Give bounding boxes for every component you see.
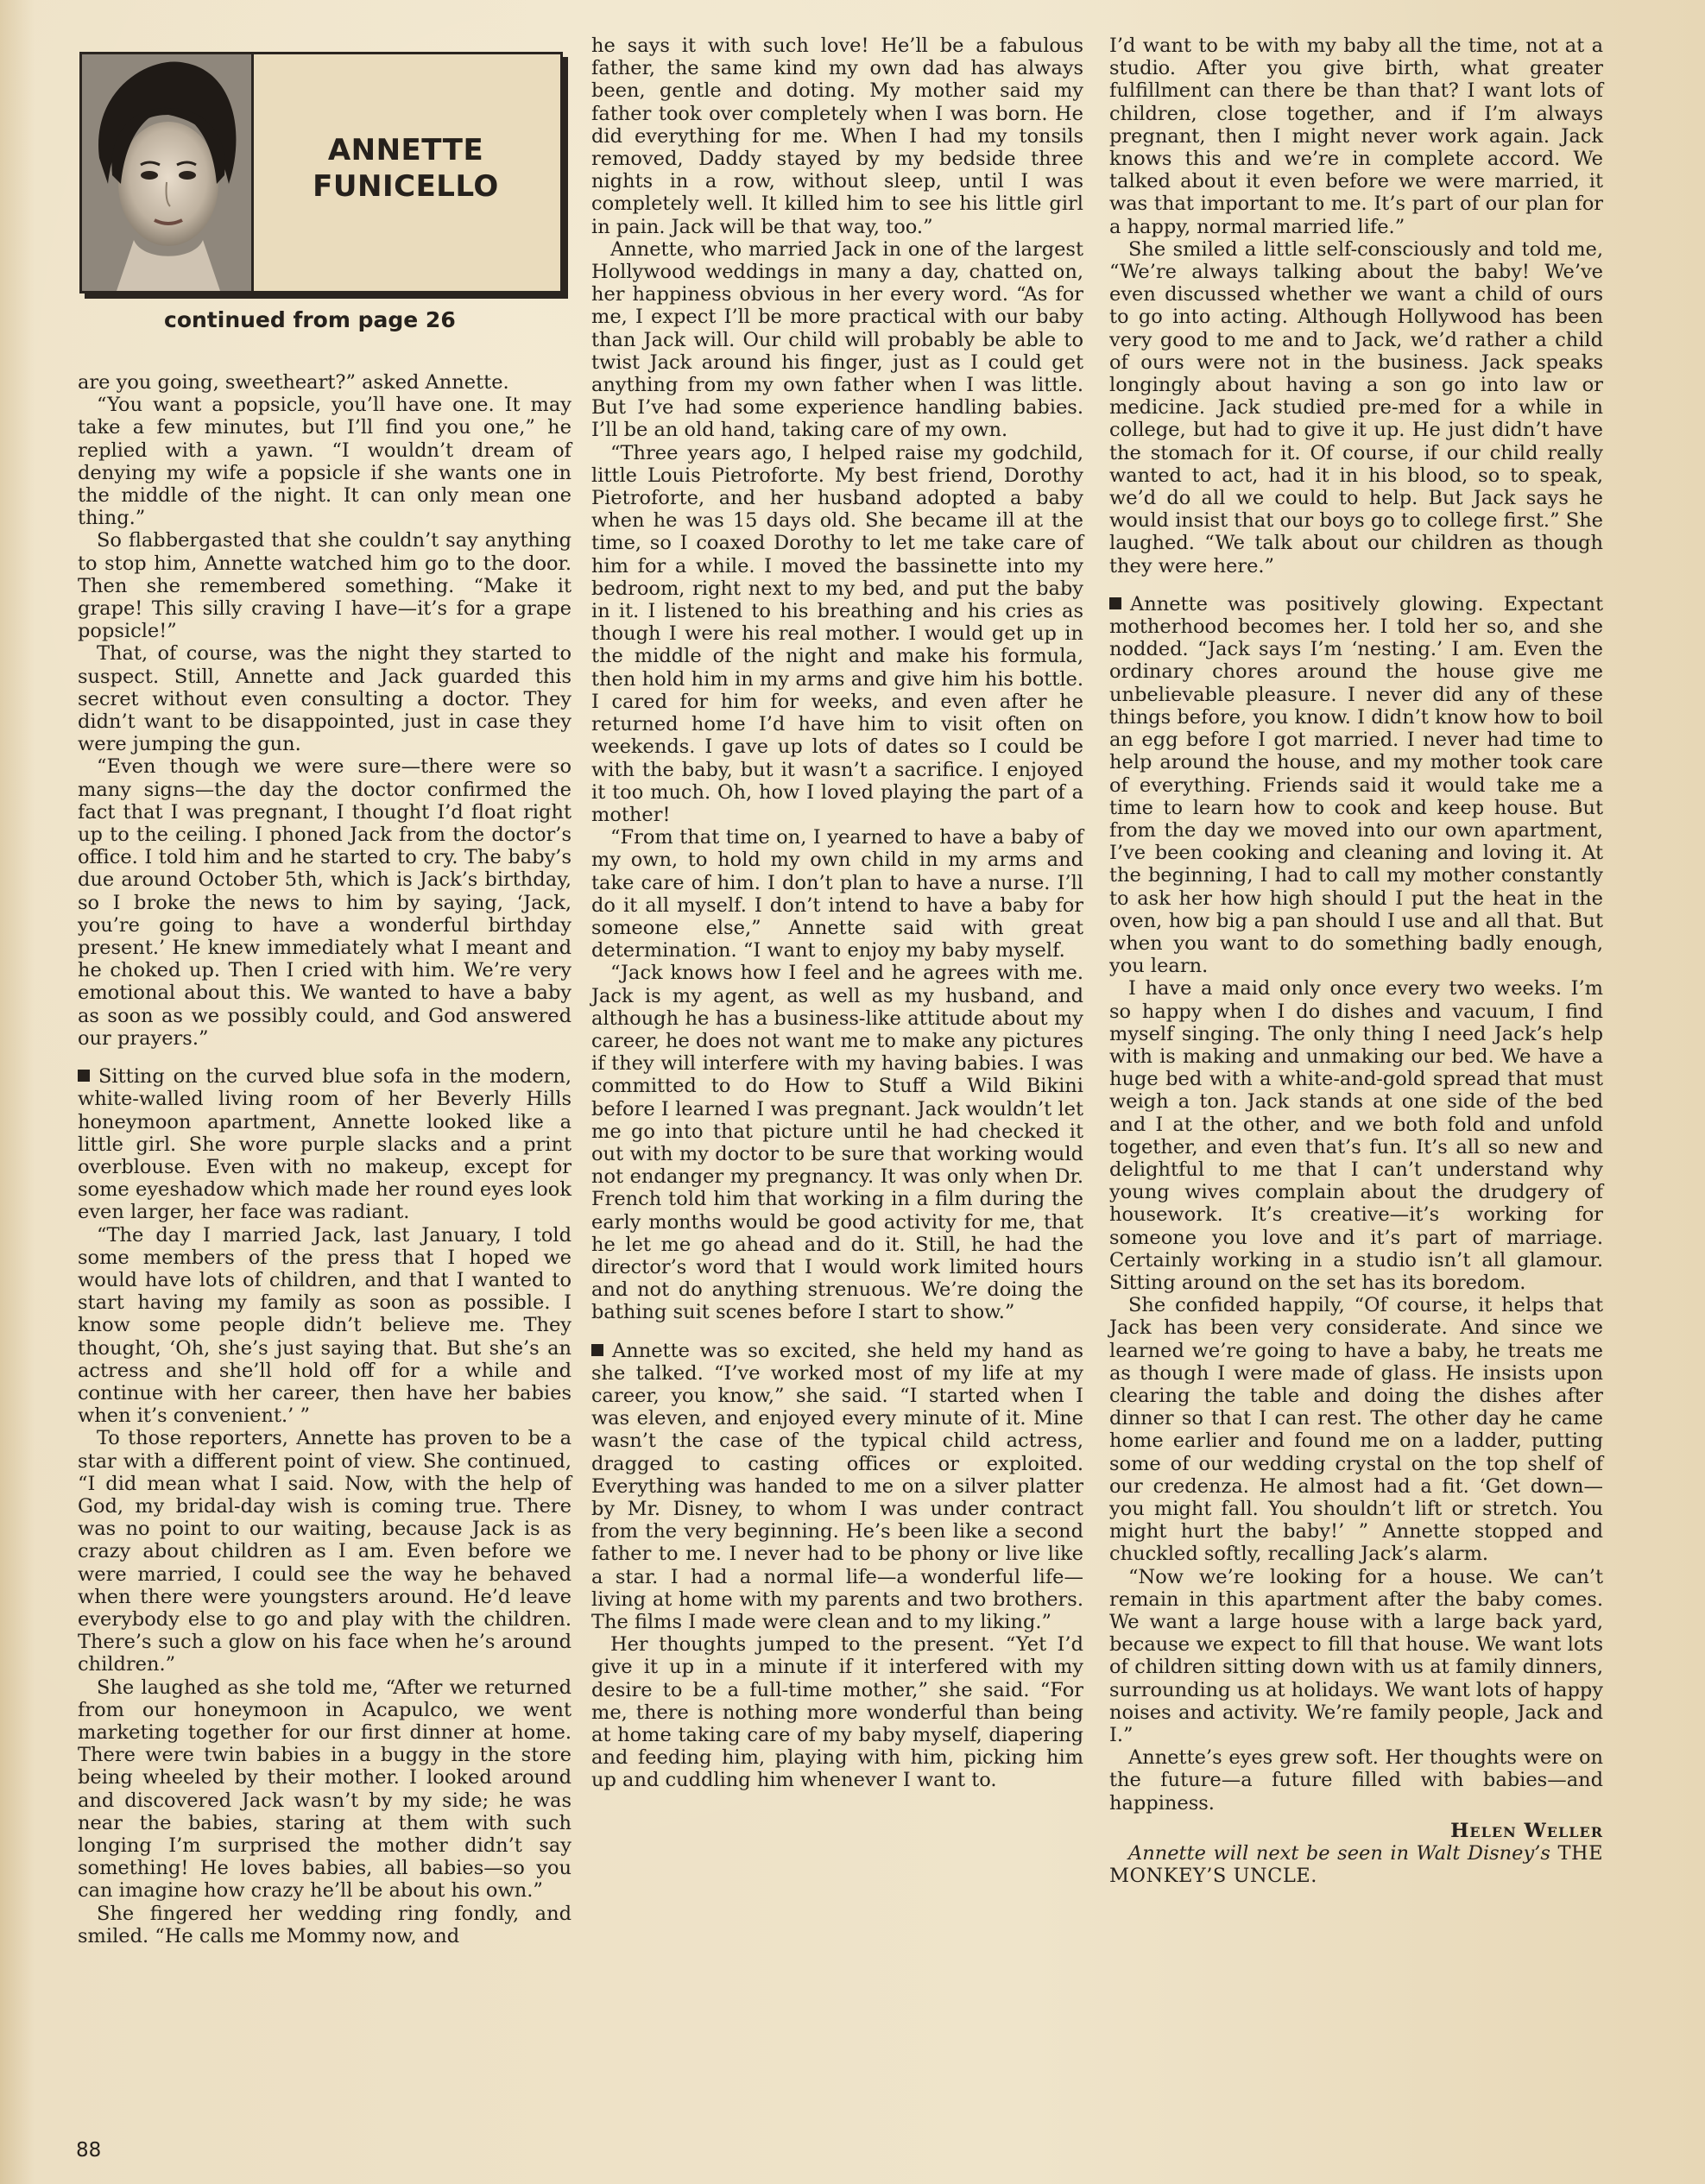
paragraph: Her thoughts jumped to the present. “Yet I’d give it up in a minute if it interfered with my desire to be a full-time mother,” she said. “For me, there is nothing more wonderful than being at home taking care of my baby myself, diapering and feeding him, playing with him, picking him up and cuddling him whenever I want to.: [591, 1633, 1083, 1792]
text-column-3: [1109, 35, 1603, 1887]
section-paragraph: [78, 1065, 571, 1223]
paragraph: Annette’s eyes grew soft. Her thoughts were on the future—a future filled with babies—and happiness.: [1109, 1746, 1603, 1815]
paragraph: She laughed as she told me, “After we returned from our honeymoon in Acapulco, we went marketing together for our first dinner at home. There were twin babies in a buggy in the store being wheeled by their mother. I looked around and discovered Jack wasn’t by my side; he was near the babies, staring at them with such longing I’m surprised the mother didn’t say something! He loves babies, all babies—so you can imagine how crazy he’ll be about his own.”: [78, 1676, 571, 1903]
section-bullet-icon: [1109, 597, 1121, 609]
title-line-2: FUNICELLO: [313, 169, 499, 204]
section-paragraph: [1109, 593, 1603, 977]
film-note: [1109, 1842, 1603, 1887]
paragraph: Annette, who married Jack in one of the largest Hollywood weddings in many a day, chatted on, her happiness obvious in her every word. “As for me, I expect I’ll be more practical with our baby than Jack will. Our child will probably be able to twist Jack around his finger, just as I could get anything from my own father when I was little. But I’ve had some experience handling babies. I’ll be an old hand, taking care of my own.: [591, 237, 1083, 442]
author-byline: Helen Weller: [1450, 1819, 1603, 1842]
paragraph: are you going, sweetheart?” asked Annette.: [78, 371, 509, 394]
paragraph: “From that time on, I yearned to have a baby of my own, to hold my own child in my arms and take care of him. I don’t plan to have a nurse. I’ll do it all myself. I don’t intend to have a baby for someone else,” Annette said with great determination. “I want to enjoy my baby myself.: [591, 826, 1083, 963]
paragraph: he says it with such love! He’ll be a fabulous father, the same kind my own dad has always been, gentle and doting. My mother said my father took over completely when I was born. He did everything for me. When I had my tonsils removed, Daddy stayed by my bedside three nights in a row, without sleep, until I was completely well. It killed him to see his little girl in pain. Jack will be that way, too.”: [591, 35, 1083, 238]
continued-note: continued from page 26: [164, 307, 456, 332]
paragraph: She fingered her wedding ring fondly, and smiled. “He calls me Mommy now, and: [78, 1902, 571, 1947]
paragraph: She smiled a little self-consciously and told me, “We’re always talking about the baby! We’ve even discussed whether we want a child of ours to go into acting. Although Hollywood has been very good to me and to Jack, we’d rather a child of ours were not in the business. Jack speaks longingly about having a son go into law or medicine. Jack studied pre-med for a while in college, but had to give it up. He just didn’t have the stomach for it. Of course, if our child really wanted to act, had it in his blood, so to speak, we’d do all we could to help. But Jack says he would insist that our boys go to college first.” She laughed. “We talk about our children as though they were here.”: [1109, 237, 1603, 578]
portrait-photo: [82, 54, 254, 291]
paragraph: “Now we’re looking for a house. We can’t remain in this apartment after the baby comes. We want a large house with a large back yard, because we expect to fill that house. We want lots of children sitting down with us at family dinners, surrounding us at holidays. We want lots of happy noises and activity. We’re family people, Jack and I.”: [1109, 1565, 1603, 1747]
paragraph: To those reporters, Annette has proven to be a star with a different point of view. She continued, “I did mean what I said. Now, with the help of God, my bridal-day wish is coming true. There was no point to our waiting, because Jack is as crazy about children as I am. Even before we were married, I could see the way he behaved when there were youngsters around. He’d leave everybody else to go and play with the children. There’s such a glow on his face when he’s around children.”: [78, 1427, 571, 1676]
paragraph: “You want a popsicle, you’ll have one. It may take a few minutes, but I’ll find you one,” he replied with a yawn. “I wouldn’t dream of denying my wife a popsicle if she wants one in the middle of the night. It can only mean one thing.”: [78, 394, 571, 530]
title-line-1: ANNETTE: [327, 133, 484, 167]
section-bullet-icon: [591, 1344, 603, 1356]
section-paragraph: [591, 1340, 1083, 1634]
paragraph-text: Annette was so excited, she held my hand as she talked. “I’ve worked most of my life at my career, you know,” she said. “I started when I was eleven, and enjoyed every minute of it. Mine wasn’t the case of the typical child actress, dragged to casting offices or exploited. Everything was handed to me on a silver platter by Mr. Disney, to whom I was under contract from the very beginning. He’s been like a second father to me. I never had to be phony or live like a star. I had a normal life—a wonderful life—living at home with my parents and two brothers. The films I made were clean and to my liking.”: [591, 1339, 1083, 1634]
page-number: 88: [76, 2139, 102, 2162]
text-column-1: [78, 371, 571, 1947]
paragraph: I’d want to be with my baby all the time, not at a studio. After you give birth, what greater fulfillment can there be than that? I want lots of children, close together, and if I’m always pregnant, then I might never work again. Jack knows this and we’re in complete accord. We talked about it even before we were married, it was that important to me. It’s part of our plan for a happy, normal married life.”: [1109, 35, 1603, 238]
paragraph: So flabbergasted that she couldn’t say anything to stop him, Annette watched him go to the door. Then she remembered something. “Make it grape! This silly craving I have—it’s for a grape popsicle!”: [78, 529, 571, 643]
paragraph: She confided happily, “Of course, it helps that Jack has been very considerate. And since we learned we’re going to have a baby, he treats me as though I were made of glass. He insists upon clearing the table and doing the dishes after dinner so that I can rest. The other day he came home earlier and found me on a ladder, putting some of our wedding crystal on the top shelf of our credenza. He almost had a fit. ‘Get down—you might fall. You shouldn’t lift or stretch. You might hurt the baby!’ ” Annette stopped and chuckled softly, recalling Jack’s alarm.: [1109, 1294, 1603, 1566]
paragraph: I have a maid only once every two weeks. I’m so happy when I do dishes and vacuum, I find myself singing. The only thing I need Jack’s help with is making and unmaking our bed. We have a huge bed with a white-and-gold spread that must weigh a ton. Jack stands at one side of the bed and I at the other, and we both fold and unfold together, and even that’s fun. It’s all so new and delightful to me that I can’t understand why young wives complain about the drudgery of housework. It’s creative—it’s working for someone you love and it’s part of marriage. Certainly working in a studio isn’t all glamour. Sitting around on the set has its boredom.: [1109, 977, 1603, 1294]
paragraph-text: Annette was positively glowing. Expectant motherhood becomes her. I told her so, and she nodded. “Jack says I’m ‘nesting.’ I am. Even the ordinary chores around the house give me unbelievable pleasure. I never did any of these things before, you know. I didn’t know how to boil an egg before I got married. I never had time to help around the house, and my mother took care of everything. Friends said it would take me a time to learn how to cook and keep house. But from the day we moved into our own apartment, I’ve been cooking and cleaning and loving it. At the beginning, I had to call my mother constantly to ask her how high should I put the heat in the oven, how big a pan should I use and all that. But when you want to do something badly enough, you learn.: [1109, 592, 1603, 978]
paragraph: “The day I married Jack, last January, I told some members of the press that I hoped we would have lots of children, and that I wanted to start having my family as soon as possible. I know some people didn’t believe me. They thought, ‘Oh, she’s just saying that. But she’s an actress and she’ll hold off for a while and continue with her career, then have her babies when it’s convenient.’ ”: [78, 1223, 571, 1428]
article-title: [251, 132, 560, 205]
paragraph: “Three years ago, I helped raise my godchild, little Louis Pietroforte. My best friend, Dorothy Pietroforte, and her husband adopted a baby when he was 15 days old. She became ill at the time, so I coaxed Dorothy to let me take care of him for a while. I moved the bassinette into my bedroom, right next to my bed, and put the baby in it. I listened to his breathing and his cries as though I were his real mother. I would get up in the middle of the night and make his formula, then hold him in my arms and give him his bottle. I cared for him for weeks, and even after he returned home I’d have him to visit often on weekends. I gave up lots of dates so I could be with the baby, but it wasn’t a sacrifice. I enjoyed it too much. Oh, how I loved playing the part of a mother!: [591, 441, 1083, 826]
section-bullet-icon: [78, 1070, 90, 1082]
paragraph-text: Sitting on the curved blue sofa in the modern, white-walled living room of her Beverly Hills honeymoon apartment, Annette looked like a little girl. She wore purple slacks and a print overblouse. Even with no makeup, except for some eyeshadow which made her round eyes look even larger, her face was radiant.: [78, 1065, 571, 1224]
film-title: THE MONKEY’S UNCLE.: [1109, 1842, 1603, 1888]
paragraph: “Jack knows how I feel and he agrees with me. Jack is my agent, as well as my husband, and although he has a business-like attitude about my career, he does not want me to make any pictures if they will interfere with my having babies. I was committed to do How to Stuff a Wild Bikini before I learned I was pregnant. Jack wouldn’t let me go into that picture until he had checked it out with my doctor to be sure that working would not endanger my pregnancy. It was only when Dr. French told him that working in a film during the early months would be good activity for me, that he let me go ahead and do it. Still, he had the director’s word that I would work limited hours and not do anything strenuous. We’re doing the bathing suit scenes before I start to show.”: [591, 962, 1084, 1324]
film-note-lead: Annette will next be seen in Walt Disney’s: [1128, 1842, 1550, 1865]
portrait-illustration: [82, 54, 251, 291]
text-column-2: [591, 35, 1083, 1792]
paragraph: “Even though we were sure—there were so many signs—the day the doctor confirmed the fact that I was pregnant, I thought I’d float right up to the ceiling. I phoned Jack from the doctor’s office. I told him and he started to cry. The baby’s due around October 5th, which is Jack’s birthday, so I broke the news to him by saying, ‘Jack, you’re going to have a wonderful birthday present.’ He knew immediately what I meant and he choked up. Then I cried with him. We’re very emotional about this. We wanted to have a baby as soon as we possibly could, and God answered our prayers.”: [78, 755, 571, 1050]
article-header-box: [79, 52, 563, 294]
paragraph: That, of course, was the night they started to suspect. Still, Annette and Jack guarded this secret without even consulting a doctor. They didn’t want to be disappointed, just in case they were jumping the gun.: [78, 642, 571, 756]
